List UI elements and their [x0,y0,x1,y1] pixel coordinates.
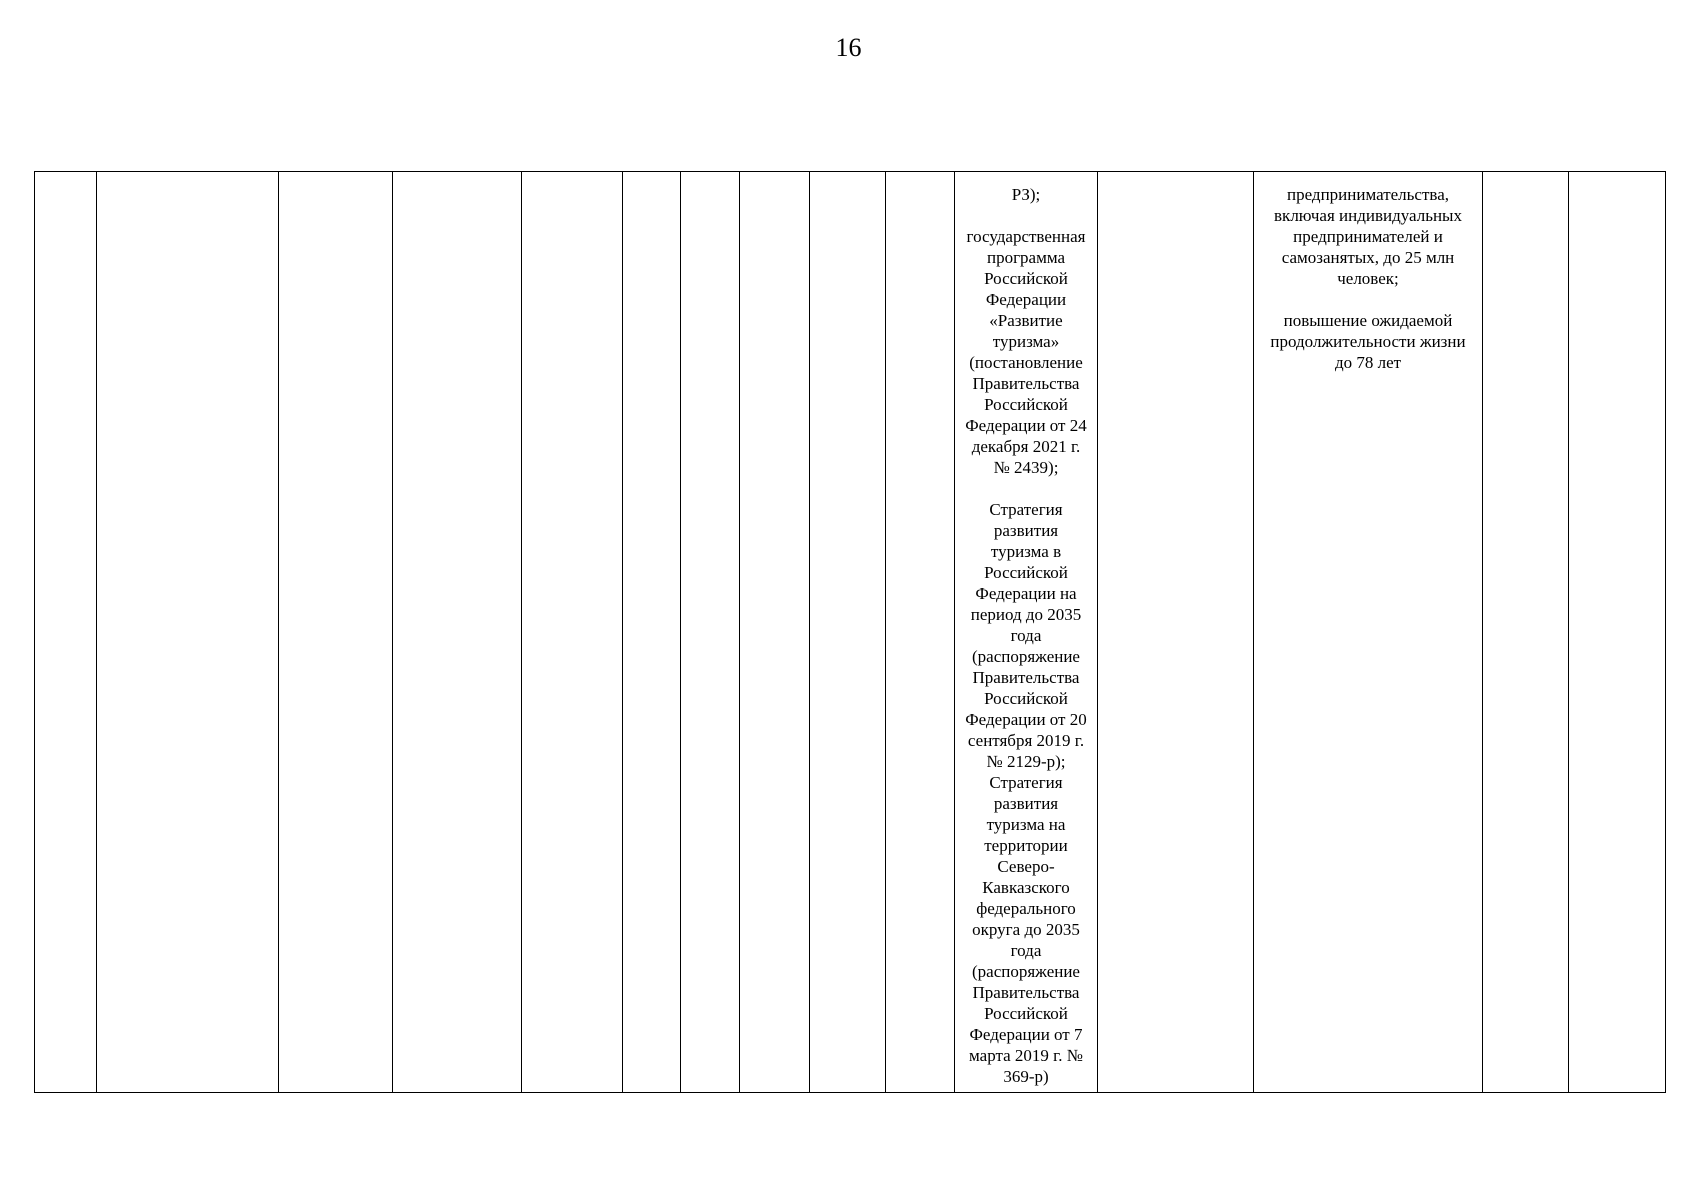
table-cell-col-6 [623,172,681,1093]
document-table [34,171,1666,1093]
goal-text-entrepreneurship: предпринимательства, включая индивидуальных предпринимателей и самозанятых, до 25 млн человек; [1274,185,1462,288]
paragraph-gap [1257,289,1479,310]
paragraph-gap [958,478,1094,499]
program-text-tourism-strategy-rf: Стратегия развития туризма в Российской Федерации на период до 2035 года (распоряжение Правительства Российской Федерации от 20 сентября 2019 г. № 2129-р); [965,500,1087,771]
table-cell-col-15 [1569,172,1666,1093]
table-cell-col-8 [740,172,810,1093]
paragraph-gap [958,205,1094,226]
page-number: 16 [835,33,862,62]
table-row [35,172,1666,1093]
table-cell-col-9 [810,172,886,1093]
table-cell-col-1 [35,172,97,1093]
table-cell-col-5 [522,172,623,1093]
table-cell-col-14 [1483,172,1569,1093]
table-cell-goals [1254,172,1483,1093]
table-cell-col-7 [681,172,740,1093]
program-text-rz: РЗ); [1011,185,1041,204]
table-cell-col-12 [1098,172,1254,1093]
table-cell-col-3 [279,172,393,1093]
goal-text-life-expectancy: повышение ожидаемой продолжительности жизни до 78 лет [1270,311,1466,372]
program-text-tourism-program: государственная программа Российской Федерации «Развитие туризма» (постановление Правительства Российской Федерации от 24 декабря 2021 г. № 2439); [965,227,1087,477]
table-cell-col-4 [393,172,522,1093]
table-cell-col-10 [886,172,955,1093]
table-cell-programs [955,172,1098,1093]
program-text-tourism-strategy-nkfo: Стратегия развития туризма на территории Северо- Кавказского федерального округа до 2035 года (распоряжение Правительства Российской Федерации от 7 марта 2019 г. № 369-р) [969,773,1083,1086]
table-cell-col-2 [97,172,279,1093]
